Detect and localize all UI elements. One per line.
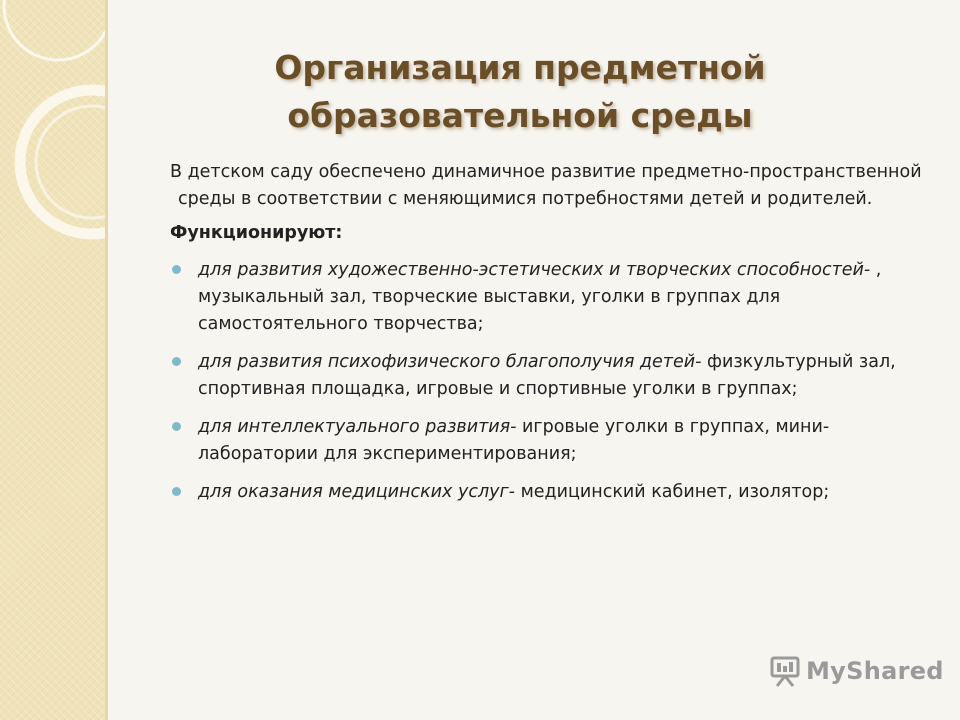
bullet-icon xyxy=(172,487,181,496)
ring-large xyxy=(20,90,107,234)
decorative-side-panel xyxy=(0,0,107,720)
list-item-purpose: для оказания медицинских услуг- xyxy=(198,482,515,502)
list-item-facilities: медицинский кабинет, изолятор; xyxy=(515,482,830,502)
decorative-rings xyxy=(0,0,107,720)
ring-inner xyxy=(36,106,107,218)
list-item xyxy=(170,349,930,403)
slide-title-line-2: образовательной среды xyxy=(287,96,753,135)
list-item-facilities: физкультурный зал, спортивная площадка, игровые и спортивные уголки в группах; xyxy=(198,352,896,399)
ring-top xyxy=(4,0,107,60)
list-item-facilities: игровые уголки в группах, мини-лаборатории для экспериментирования; xyxy=(198,417,830,464)
slide-body xyxy=(170,159,930,517)
watermark-text: MyShared xyxy=(806,657,944,685)
list-item xyxy=(170,414,930,468)
list-item-purpose: для интеллектуального развития- xyxy=(198,417,517,437)
list-item xyxy=(170,257,930,338)
slide-title-line-1: Организация предметной xyxy=(274,48,766,87)
intro-paragraph: В детском саду обеспечено динамичное развитие предметно-пространственной среды в соответствии с меняющимися потребностями детей и родителей. xyxy=(170,162,922,209)
function-list xyxy=(170,257,930,506)
slide-title xyxy=(170,44,870,140)
list-item-purpose: для развития психофизического благополучия детей- xyxy=(198,352,702,372)
list-item-facilities: , музыкальный зал, творческие выставки, уголки в группах для самостоятельного творчества; xyxy=(198,260,882,334)
list-item xyxy=(170,479,930,506)
functions-heading: Функционируют: xyxy=(170,223,343,243)
bullet-icon xyxy=(172,422,181,431)
presentation-board-icon xyxy=(768,655,802,687)
list-item-purpose: для развития художественно-эстетических и творческих способностей- xyxy=(198,260,871,280)
myshared-watermark xyxy=(768,655,944,687)
bullet-icon xyxy=(172,265,181,274)
side-panel-edge xyxy=(105,0,108,720)
bullet-icon xyxy=(172,357,181,366)
